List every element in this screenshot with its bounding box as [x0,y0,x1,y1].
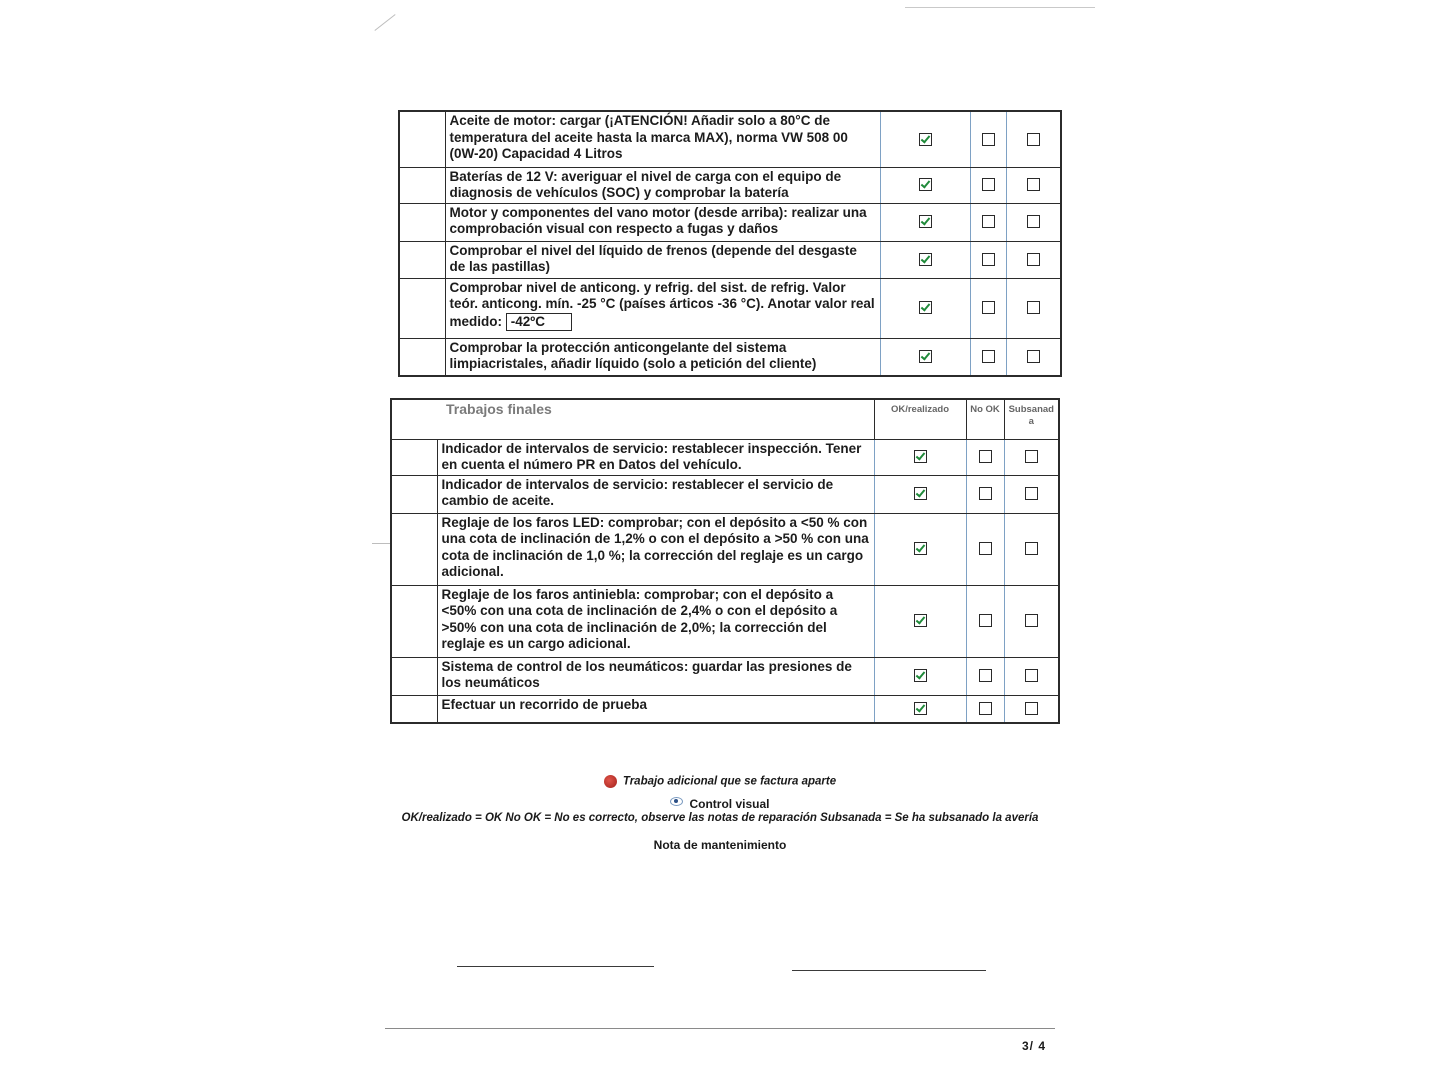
ok-cell[interactable] [874,475,966,513]
no-ok-checkbox[interactable] [979,450,992,463]
page-number: 3/ 4 [1022,1039,1047,1053]
top-rule [905,7,1095,8]
column-header-no-ok: No OK [966,399,1004,439]
no-ok-cell[interactable] [966,475,1004,513]
table-row [391,439,1059,475]
row-number-cell [391,475,437,513]
task-description [445,278,880,338]
ok-checkbox[interactable] [919,215,932,228]
ok-checkbox[interactable] [914,702,927,715]
ok-checkbox[interactable] [914,542,927,555]
table-row [399,338,1061,376]
subsanada-cell[interactable] [1004,475,1059,513]
subsanada-checkbox[interactable] [1027,350,1040,363]
table-row [399,111,1061,167]
ok-cell[interactable] [874,513,966,585]
subsanada-cell[interactable] [1006,167,1061,203]
signature-line-left [457,966,654,967]
task-description: Comprobar el nivel del líquido de frenos (depende del desgaste de las pastillas) [445,241,880,278]
subsanada-checkbox[interactable] [1025,487,1038,500]
subsanada-cell[interactable] [1006,111,1061,167]
no-ok-cell[interactable] [970,203,1006,241]
legend-extra-work-label: Trabajo adicional que se factura aparte [622,775,837,788]
row-number-cell [391,585,437,657]
task-description: Indicador de intervalos de servicio: restablecer el servicio de cambio de aceite. [437,475,874,513]
row-number-cell [391,657,437,695]
legend-extra-work [0,775,1440,788]
subsanada-cell[interactable] [1004,513,1059,585]
section-title: Trabajos finales [391,399,874,439]
ok-cell[interactable] [874,585,966,657]
ok-checkbox[interactable] [914,487,927,500]
ok-cell[interactable] [874,657,966,695]
subsanada-cell[interactable] [1006,203,1061,241]
task-description: Reglaje de los faros antiniebla: comprobar; con el depósito a <50% con una cota de inclinación de 2,4% o con el depósito a >50% con una cota de inclinación de 2,0%; la corrección del reglaje es un cargo adicional. [437,585,874,657]
subsanada-checkbox[interactable] [1027,215,1040,228]
subsanada-checkbox[interactable] [1025,669,1038,682]
subsanada-checkbox[interactable] [1025,614,1038,627]
task-description: Efectuar un recorrido de prueba [437,695,874,723]
legend-definitions: OK/realizado = OK No OK = No es correcto, observe las notas de reparación Subsanada = Se ha subsanado la avería [401,812,1039,824]
table-row [399,167,1061,203]
table-row [399,241,1061,278]
subsanada-cell[interactable] [1004,695,1059,723]
subsanada-checkbox[interactable] [1027,301,1040,314]
column-header-subsanada: Subsanad a [1004,399,1059,439]
corner-mark [374,14,395,31]
subsanada-checkbox[interactable] [1027,253,1040,266]
no-ok-cell[interactable] [966,513,1004,585]
no-ok-cell[interactable] [970,167,1006,203]
no-ok-checkbox[interactable] [982,215,995,228]
no-ok-checkbox[interactable] [979,614,992,627]
no-ok-checkbox[interactable] [982,178,995,191]
subsanada-cell[interactable] [1004,657,1059,695]
ok-cell[interactable] [880,338,970,376]
ok-checkbox[interactable] [919,253,932,266]
ok-checkbox[interactable] [914,450,927,463]
section-header-row [391,399,1059,439]
ok-checkbox[interactable] [914,669,927,682]
table-row [391,513,1059,585]
table-row [391,657,1059,695]
ok-checkbox[interactable] [919,133,932,146]
no-ok-cell[interactable] [970,241,1006,278]
checklist-table-1 [398,110,1062,377]
side-mark [372,543,390,544]
task-description: Aceite de motor: cargar (¡ATENCIÓN! Añadir solo a 80°C de temperatura del aceite hasta la marca MAX), norma VW 508 00 (0W-20) Capacidad 4 Litros [445,111,880,167]
table-row [391,695,1059,723]
task-description: Reglaje de los faros LED: comprobar; con el depósito a <50 % con una cota de inclinación de 1,2% o con el depósito a >50 % con una cota de inclinación de 1,0 %; la corrección del reglaje es un cargo adicional. [437,513,874,585]
no-ok-checkbox[interactable] [982,133,995,146]
ok-cell[interactable] [880,111,970,167]
task-description: Comprobar la protección anticongelante del sistema limpiacristales, añadir líquido (solo a petición del cliente) [445,338,880,376]
no-ok-cell[interactable] [970,338,1006,376]
no-ok-cell[interactable] [966,439,1004,475]
no-ok-checkbox[interactable] [979,487,992,500]
table-row [391,585,1059,657]
red-dot-icon [604,775,617,788]
no-ok-checkbox[interactable] [982,253,995,266]
ok-cell[interactable] [874,439,966,475]
column-header-ok: OK/realizado [874,399,966,439]
task-description: Indicador de intervalos de servicio: restablecer inspección. Tener en cuenta el número PR en Datos del vehículo. [437,439,874,475]
ok-checkbox[interactable] [914,614,927,627]
ok-cell[interactable] [880,278,970,338]
legend-visual-control [0,797,1440,811]
subsanada-checkbox[interactable] [1027,178,1040,191]
no-ok-cell[interactable] [970,111,1006,167]
ok-cell[interactable] [874,695,966,723]
no-ok-checkbox[interactable] [979,669,992,682]
subsanada-cell[interactable] [1004,439,1059,475]
subsanada-checkbox[interactable] [1025,702,1038,715]
no-ok-cell[interactable] [966,657,1004,695]
no-ok-cell[interactable] [970,278,1006,338]
row-number-cell [391,695,437,723]
ok-cell[interactable] [880,241,970,278]
row-number-cell [391,513,437,585]
task-description-text: Comprobar nivel de anticong. y refrig. del sist. de refrig. Valor teór. anticong. mín. -25 °C (países árticos -36 °C). Anotar valor real medido: [449,279,875,329]
subsanada-cell[interactable] [1006,338,1061,376]
no-ok-cell[interactable] [966,585,1004,657]
task-description: Sistema de control de los neumáticos: guardar las presiones de los neumáticos [437,657,874,695]
row-number-cell [399,167,445,203]
row-number-cell [399,241,445,278]
row-number-cell [399,111,445,167]
subsanada-checkbox[interactable] [1025,542,1038,555]
table-row [399,203,1061,241]
task-description: Baterías de 12 V: averiguar el nivel de carga con el equipo de diagnosis de vehículos (SOC) y comprobar la batería [445,167,880,203]
checklist-table-final-works [390,398,1060,724]
measured-value-field[interactable]: -42ºC [506,313,572,332]
signature-line-right [792,970,986,971]
table-row [391,475,1059,513]
ok-checkbox[interactable] [919,350,932,363]
table-row [399,278,1061,338]
footer-rule [385,1028,1055,1029]
ok-cell[interactable] [880,167,970,203]
row-number-cell [399,278,445,338]
no-ok-cell[interactable] [966,695,1004,723]
no-ok-checkbox[interactable] [982,350,995,363]
ok-cell[interactable] [880,203,970,241]
subsanada-checkbox[interactable] [1025,450,1038,463]
row-number-cell [399,338,445,376]
ok-checkbox[interactable] [919,301,932,314]
row-number-cell [399,203,445,241]
no-ok-checkbox[interactable] [982,301,995,314]
subsanada-cell[interactable] [1004,585,1059,657]
subsanada-cell[interactable] [1006,241,1061,278]
task-description: Motor y componentes del vano motor (desde arriba): realizar una comprobación visual con respecto a fugas y daños [445,203,880,241]
subsanada-checkbox[interactable] [1027,133,1040,146]
no-ok-checkbox[interactable] [979,702,992,715]
maintenance-note-heading: Nota de mantenimiento [653,838,787,852]
ok-checkbox[interactable] [919,178,932,191]
eye-icon [670,797,683,806]
subsanada-cell[interactable] [1006,278,1061,338]
legend-visual-control-label: Control visual [689,797,770,811]
row-number-cell [391,439,437,475]
no-ok-checkbox[interactable] [979,542,992,555]
